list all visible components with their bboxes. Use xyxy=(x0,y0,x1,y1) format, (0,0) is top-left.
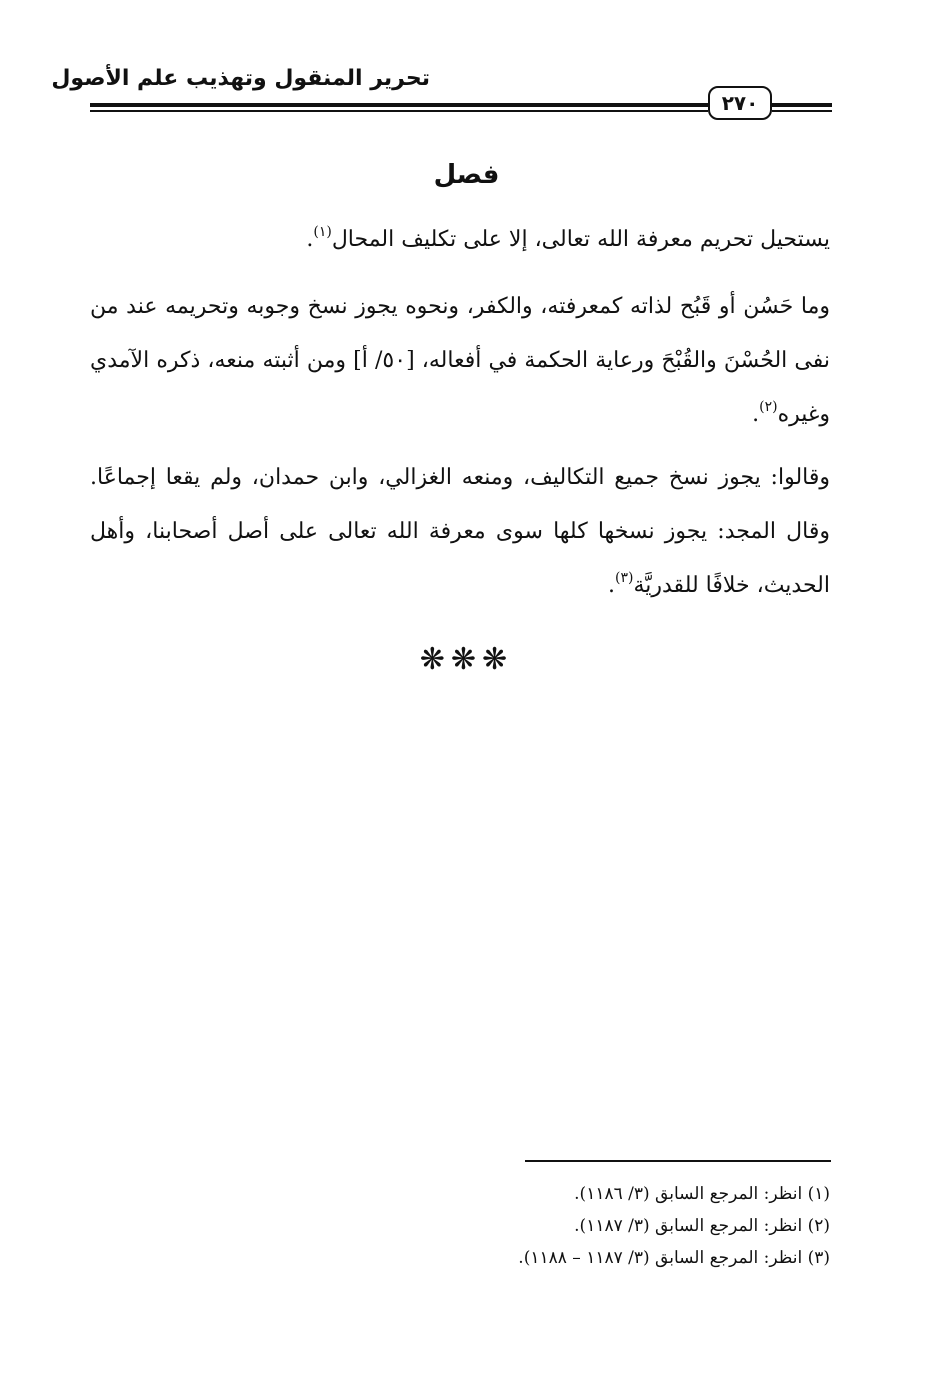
header-rule-thin-right xyxy=(772,110,832,112)
footnote-separator-rule xyxy=(525,1160,831,1162)
footnote-1: (١) انظر: المرجع السابق (٣/ ١١٨٦). xyxy=(574,1184,830,1204)
footnote-ref-2: (٢) xyxy=(759,399,778,415)
footnote-3: (٣) انظر: المرجع السابق (٣/ ١١٨٧ – ١١٨٨). xyxy=(518,1248,830,1268)
header-rule-thin-left xyxy=(90,110,708,112)
paragraph-3-text: وقالوا: يجوز نسخ جميع التكاليف، ومنعه الغزالي، وابن حمدان، ولم يقعا إجماعًا. وقال المجد: يجوز نسخها كلها سوى معرفة الله تعالى على أصل أصحابنا، وأهل الحديث، خلافًا للقدريَّة xyxy=(90,465,830,598)
running-header-title: تحرير المنقول وتهذيب علم الأصول xyxy=(51,66,430,91)
paragraph-2 xyxy=(90,280,830,442)
paragraph-2-end: . xyxy=(752,402,760,427)
footnote-ref-1: (١) xyxy=(313,224,332,240)
paragraph-1 xyxy=(90,213,830,267)
section-heading: فصل xyxy=(433,160,500,190)
paragraph-3-end: . xyxy=(608,573,615,598)
footnote-ref-3: (٣) xyxy=(615,570,634,586)
paragraph-2-text: وما حَسُن أو قَبُح لذاته كمعرفته، والكفر، ونحوه يجوز نسخ وجوبه وتحريمه عند من نفى الحُسْنَ والقُبْحَ ورعاية الحكمة في أفعاله، [٥٠/ أ] ومن أثبته منعه، ذكره الآمدي وغيره xyxy=(90,294,830,427)
paragraph-3 xyxy=(90,451,830,613)
section-end-stars: ❋❋❋ xyxy=(419,642,514,677)
paragraph-1-text: يستحيل تحريم معرفة الله تعالى، إلا على تكليف المحال xyxy=(331,227,830,252)
footnotes xyxy=(380,1178,830,1274)
header-rule-thick-left xyxy=(90,103,708,107)
header-rule-thick-right xyxy=(772,103,832,107)
paragraph-1-end: . xyxy=(306,227,314,252)
page-number: ٢٧٠ xyxy=(708,86,772,120)
footnote-2: (٢) انظر: المرجع السابق (٣/ ١١٨٧). xyxy=(574,1216,830,1236)
